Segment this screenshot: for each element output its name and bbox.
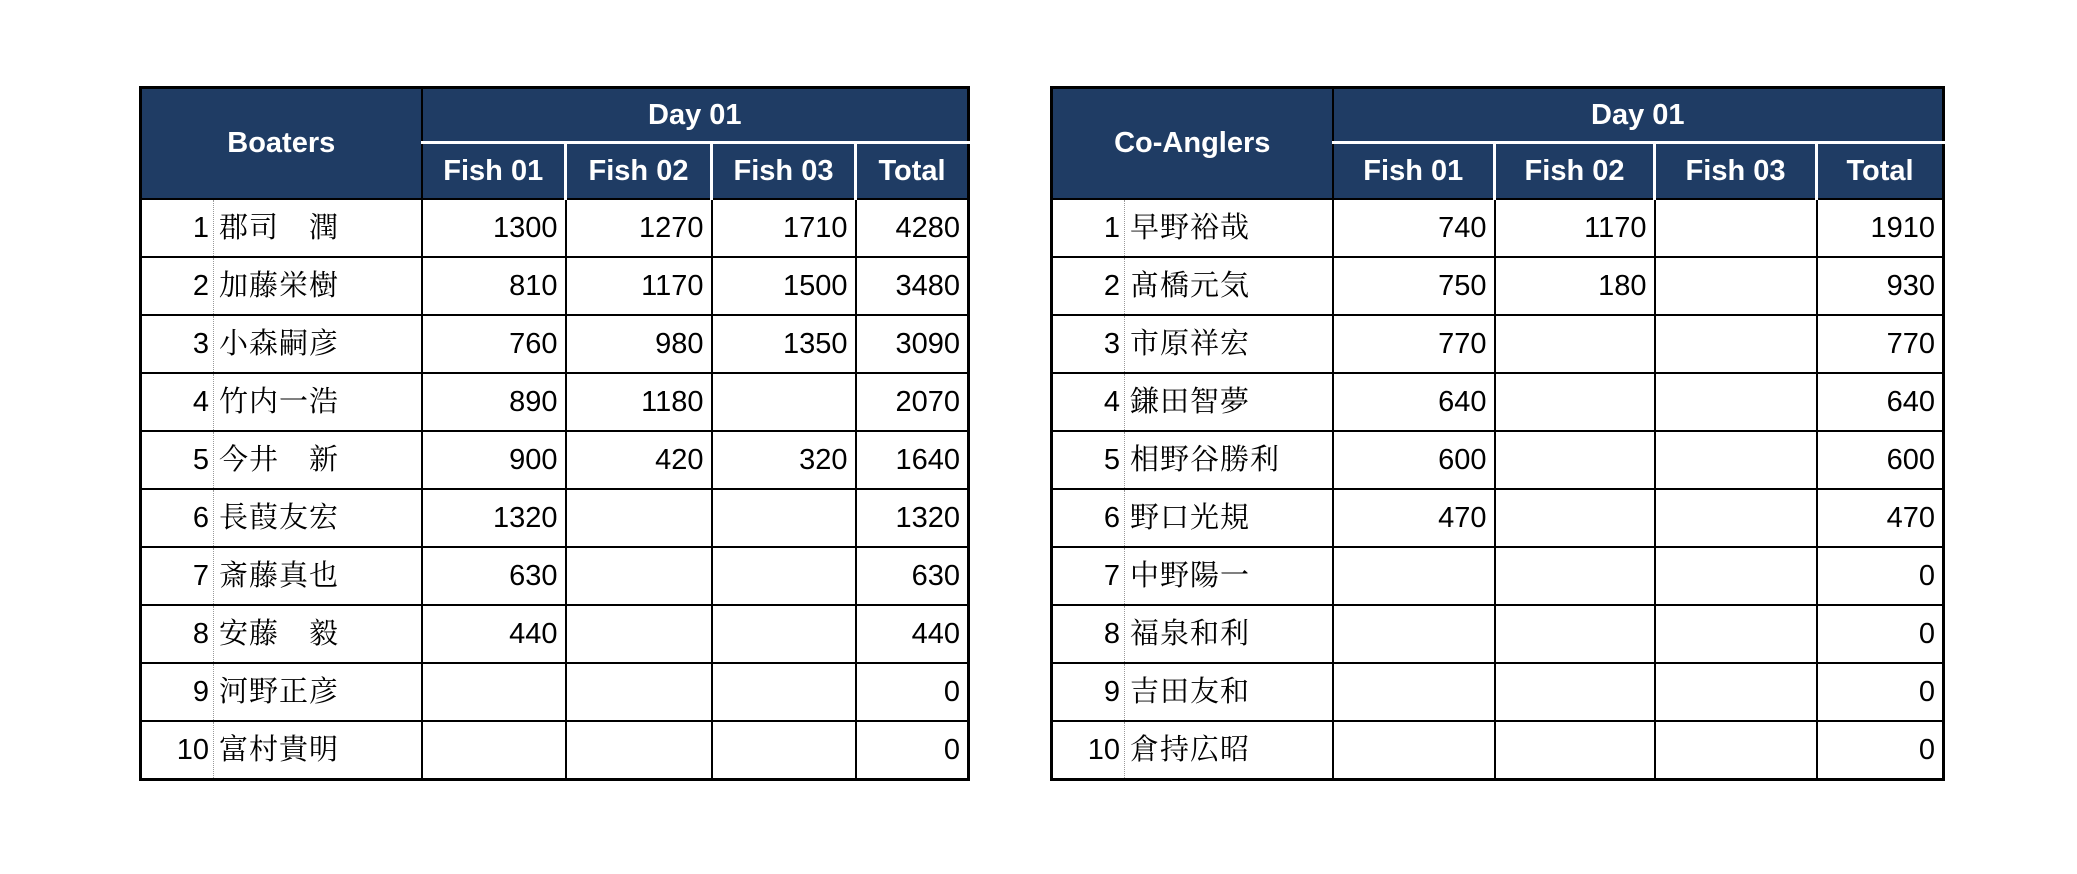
fish-02-cell: [1495, 315, 1655, 373]
total-cell: 0: [1817, 547, 1944, 605]
fish-01-header: Fish 01: [422, 143, 566, 200]
table-row: [141, 257, 969, 315]
fish-01-cell: 750: [1333, 257, 1495, 315]
fish-02-cell: [1495, 663, 1655, 721]
total-header: Total: [1817, 143, 1944, 200]
boaters-table: [139, 86, 970, 781]
fish-01-cell: 890: [422, 373, 566, 431]
total-cell: 770: [1817, 315, 1944, 373]
fish-01-cell: 440: [422, 605, 566, 663]
fish-02-cell: [566, 721, 712, 780]
fish-01-cell: 760: [422, 315, 566, 373]
table-row: [141, 663, 969, 721]
rank-cell: 1: [141, 199, 214, 257]
rank-cell: 5: [1052, 431, 1125, 489]
fish-03-cell: [1655, 373, 1817, 431]
table-row: [141, 373, 969, 431]
fish-03-cell: [1655, 199, 1817, 257]
fish-03-cell: 1500: [712, 257, 856, 315]
header-row-day: [141, 88, 969, 143]
fish-02-cell: [566, 489, 712, 547]
rank-cell: 7: [141, 547, 214, 605]
fish-03-cell: [712, 721, 856, 780]
fish-03-cell: [1655, 489, 1817, 547]
fish-02-header: Fish 02: [566, 143, 712, 200]
fish-01-cell: [1333, 721, 1495, 780]
co-anglers-table: [1050, 86, 1945, 781]
table-row: [1052, 199, 1944, 257]
total-cell: 1640: [856, 431, 969, 489]
co-anglers-table-header: [1052, 88, 1944, 200]
table-row: [1052, 257, 1944, 315]
rank-cell: 9: [141, 663, 214, 721]
fish-01-cell: [422, 663, 566, 721]
fish-03-cell: [1655, 663, 1817, 721]
rank-cell: 10: [141, 721, 214, 780]
co-anglers-title: Co-Anglers: [1052, 88, 1333, 200]
fish-02-cell: [1495, 373, 1655, 431]
fish-02-cell: [566, 663, 712, 721]
fish-02-cell: 1170: [566, 257, 712, 315]
total-cell: 0: [1817, 721, 1944, 780]
total-cell: 1320: [856, 489, 969, 547]
name-cell: 斎藤真也: [214, 547, 422, 605]
fish-02-cell: [566, 547, 712, 605]
fish-03-cell: [1655, 257, 1817, 315]
boaters-title: Boaters: [141, 88, 422, 200]
table-row: [141, 199, 969, 257]
fish-02-cell: [1495, 547, 1655, 605]
name-cell: 富村貴明: [214, 721, 422, 780]
rank-cell: 2: [141, 257, 214, 315]
rank-cell: 7: [1052, 547, 1125, 605]
fish-01-cell: 640: [1333, 373, 1495, 431]
co-anglers-rows: [1052, 199, 1944, 780]
name-cell: 市原祥宏: [1125, 315, 1333, 373]
table-row: [141, 489, 969, 547]
name-cell: 郡司 潤: [214, 199, 422, 257]
rank-cell: 10: [1052, 721, 1125, 780]
co-anglers-day-header: Day 01: [1333, 88, 1944, 143]
fish-03-cell: [1655, 315, 1817, 373]
boaters-table-header: [141, 88, 969, 200]
name-cell: 鎌田智夢: [1125, 373, 1333, 431]
name-cell: 今井 新: [214, 431, 422, 489]
fish-01-cell: [1333, 605, 1495, 663]
fish-03-cell: [1655, 547, 1817, 605]
total-cell: 470: [1817, 489, 1944, 547]
rank-cell: 3: [1052, 315, 1125, 373]
total-cell: 1910: [1817, 199, 1944, 257]
fish-03-header: Fish 03: [1655, 143, 1817, 200]
fish-03-cell: [712, 373, 856, 431]
fish-03-cell: [712, 547, 856, 605]
fish-03-cell: [1655, 431, 1817, 489]
fish-03-cell: 320: [712, 431, 856, 489]
fish-02-header: Fish 02: [1495, 143, 1655, 200]
fish-03-cell: [712, 663, 856, 721]
table-row: [1052, 547, 1944, 605]
boaters-day-header: Day 01: [422, 88, 969, 143]
rank-cell: 6: [1052, 489, 1125, 547]
table-row: [1052, 431, 1944, 489]
fish-02-cell: [1495, 431, 1655, 489]
table-row: [141, 431, 969, 489]
fish-01-cell: [1333, 547, 1495, 605]
fish-01-cell: 740: [1333, 199, 1495, 257]
table-row: [141, 721, 969, 780]
total-cell: 930: [1817, 257, 1944, 315]
name-cell: 加藤栄樹: [214, 257, 422, 315]
fish-03-cell: 1710: [712, 199, 856, 257]
fish-02-cell: [1495, 605, 1655, 663]
fish-01-cell: 900: [422, 431, 566, 489]
name-cell: 長葭友宏: [214, 489, 422, 547]
rank-cell: 5: [141, 431, 214, 489]
table-row: [141, 605, 969, 663]
total-cell: 440: [856, 605, 969, 663]
fish-03-cell: [712, 605, 856, 663]
fish-01-cell: [422, 721, 566, 780]
total-cell: 2070: [856, 373, 969, 431]
fish-01-cell: 1300: [422, 199, 566, 257]
fish-01-cell: 810: [422, 257, 566, 315]
fish-03-header: Fish 03: [712, 143, 856, 200]
name-cell: 野口光規: [1125, 489, 1333, 547]
fish-01-cell: 470: [1333, 489, 1495, 547]
total-cell: 3090: [856, 315, 969, 373]
fish-02-cell: [566, 605, 712, 663]
fish-03-cell: [1655, 605, 1817, 663]
rank-cell: 3: [141, 315, 214, 373]
rank-cell: 1: [1052, 199, 1125, 257]
total-cell: 3480: [856, 257, 969, 315]
table-row: [1052, 605, 1944, 663]
fish-02-cell: 420: [566, 431, 712, 489]
fish-01-cell: 630: [422, 547, 566, 605]
fish-02-cell: 180: [1495, 257, 1655, 315]
fish-01-cell: 770: [1333, 315, 1495, 373]
rank-cell: 8: [141, 605, 214, 663]
fish-01-cell: 600: [1333, 431, 1495, 489]
rank-cell: 2: [1052, 257, 1125, 315]
rank-cell: 6: [141, 489, 214, 547]
total-header: Total: [856, 143, 969, 200]
table-row: [141, 547, 969, 605]
total-cell: 4280: [856, 199, 969, 257]
total-cell: 600: [1817, 431, 1944, 489]
rank-cell: 4: [141, 373, 214, 431]
fish-02-cell: 1170: [1495, 199, 1655, 257]
fish-02-cell: 980: [566, 315, 712, 373]
name-cell: 小森嗣彦: [214, 315, 422, 373]
table-row: [141, 315, 969, 373]
name-cell: 福泉和利: [1125, 605, 1333, 663]
total-cell: 0: [856, 721, 969, 780]
fish-02-cell: 1270: [566, 199, 712, 257]
fish-01-cell: [1333, 663, 1495, 721]
total-cell: 630: [856, 547, 969, 605]
fish-02-cell: 1180: [566, 373, 712, 431]
total-cell: 0: [1817, 663, 1944, 721]
rank-cell: 8: [1052, 605, 1125, 663]
boaters-rows: [141, 199, 969, 780]
total-cell: 640: [1817, 373, 1944, 431]
rank-cell: 9: [1052, 663, 1125, 721]
table-row: [1052, 315, 1944, 373]
name-cell: 河野正彦: [214, 663, 422, 721]
fish-01-header: Fish 01: [1333, 143, 1495, 200]
header-row-day: [1052, 88, 1944, 143]
total-cell: 0: [1817, 605, 1944, 663]
name-cell: 髙橋元気: [1125, 257, 1333, 315]
table-row: [1052, 373, 1944, 431]
fish-02-cell: [1495, 489, 1655, 547]
fish-01-cell: 1320: [422, 489, 566, 547]
name-cell: 倉持広昭: [1125, 721, 1333, 780]
name-cell: 早野裕哉: [1125, 199, 1333, 257]
name-cell: 竹内一浩: [214, 373, 422, 431]
table-row: [1052, 721, 1944, 780]
name-cell: 安藤 毅: [214, 605, 422, 663]
table-row: [1052, 489, 1944, 547]
rank-cell: 4: [1052, 373, 1125, 431]
name-cell: 中野陽一: [1125, 547, 1333, 605]
fish-02-cell: [1495, 721, 1655, 780]
table-row: [1052, 663, 1944, 721]
fish-03-cell: 1350: [712, 315, 856, 373]
name-cell: 吉田友和: [1125, 663, 1333, 721]
fish-03-cell: [1655, 721, 1817, 780]
fish-03-cell: [712, 489, 856, 547]
total-cell: 0: [856, 663, 969, 721]
name-cell: 相野谷勝利: [1125, 431, 1333, 489]
